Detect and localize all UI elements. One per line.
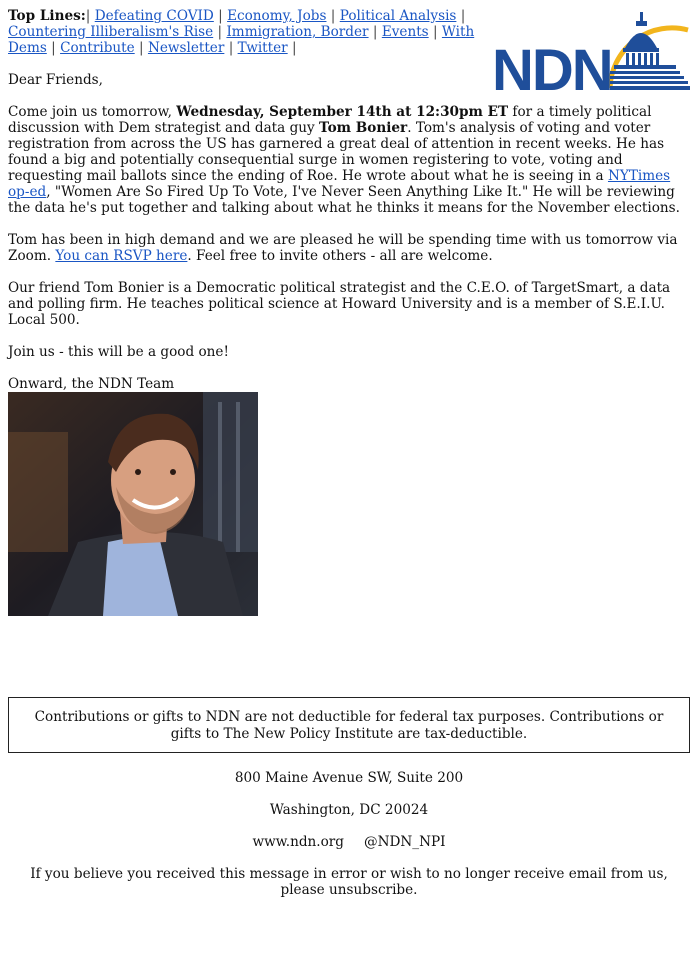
unsubscribe-text[interactable]: If you believe you received this message in error or wish to no longer receive email from us, please unsubscribe.: [30, 866, 668, 898]
paragraph-event: Come join us tomorrow, Wednesday, September 14th at 12:30pm ET for a timely political discussion with Dem strategist and data guy Tom Bonier. Tom's analysis of voting and voter registration from across the US has garnered a great deal of attention in recent weeks. He has found a big and potentially consequential surge in women registering to vote, voting and requesting mail ballots since the ending of Roe. He wrote about what he is seeing in a NYTimes op-ed, "Women Are So Fired Up To Vote, I've Never Seen Anything Like It." He will be reviewing the data he's put together and talking about what he thinks it means for the November elections.: [8, 104, 680, 216]
email-footer: [8, 770, 690, 914]
nav-link-twitter[interactable]: Twitter: [237, 40, 288, 56]
address-line-1: 800 Maine Avenue SW, Suite 200: [234, 770, 464, 786]
website-link[interactable]: www.ndn.org: [252, 834, 345, 850]
paragraph-bio: Our friend Tom Bonier is a Democratic political strategist and the C.E.O. of TargetSmart, a data and polling firm. He teaches political science at Howard University and is a member of S.E.I.U. Local 500.: [8, 280, 671, 328]
paragraph-join: Join us - this will be a good one!: [8, 344, 229, 360]
nav-link-newsletter[interactable]: Newsletter: [147, 40, 225, 56]
address-line-2: Washington, DC 20024: [269, 802, 429, 818]
speaker-name: Tom Bonier: [319, 120, 408, 136]
nav-link-events[interactable]: Events: [381, 24, 429, 40]
event-date: Wednesday, September 14th at 12:30pm ET: [176, 104, 509, 120]
nav-link-illiberalism[interactable]: Countering Illiberalism's Rise: [8, 24, 214, 40]
greeting: Dear Friends,: [8, 72, 103, 88]
top-lines-label: Top Lines:: [8, 8, 86, 24]
speaker-photo: [8, 392, 258, 616]
tax-notice: Contributions or gifts to NDN are not deductible for federal tax purposes. Contributions or gifts to The New Policy Institute are tax-deductible.: [8, 697, 690, 753]
logo-text: NDN: [492, 38, 612, 94]
rsvp-link[interactable]: You can RSVP here: [55, 248, 188, 264]
nav-link-economy[interactable]: Economy, Jobs: [227, 8, 327, 24]
twitter-handle-link[interactable]: @NDN_NPI: [364, 834, 446, 850]
top-lines-nav: Top Lines:| Defeating COVID | Economy, Jobs | Political Analysis | Countering Illiberalism's Rise | Immigration, Border | Events | With Dems | Contribute | Newsletter | Twitter |: [8, 8, 475, 56]
nav-link-immigration[interactable]: Immigration, Border: [226, 24, 369, 40]
nav-link-contribute[interactable]: Contribute: [60, 40, 135, 56]
nav-link-political-analysis[interactable]: Political Analysis: [339, 8, 457, 24]
signoff: Onward, the NDN Team: [8, 376, 175, 392]
nav-link-covid[interactable]: Defeating COVID: [94, 8, 214, 24]
nav-link-with-dems[interactable]: With Dems: [8, 24, 475, 56]
paragraph-rsvp: Tom has been in high demand and we are pleased he will be spending time with us tomorrow via Zoom. You can RSVP here. Feel free to invite others - all are welcome.: [8, 232, 678, 264]
nytimes-oped-link[interactable]: NYTimes op-ed: [8, 168, 671, 200]
email-body: [8, 72, 690, 408]
footer-links: [8, 834, 690, 850]
